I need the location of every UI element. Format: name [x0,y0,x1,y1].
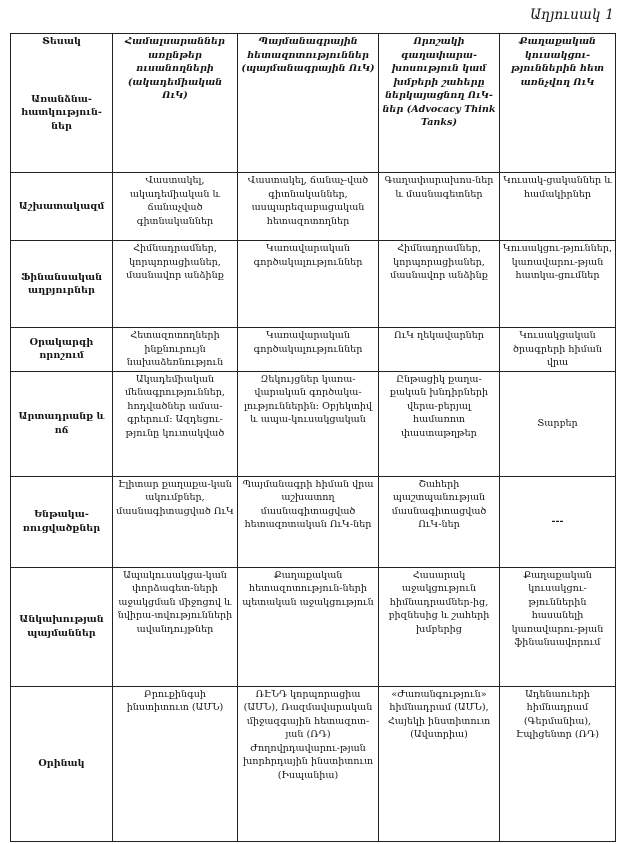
row-header: Ենթակա-ռուցվածքներ [11,476,113,567]
table-row [11,241,616,328]
table-cell: Շահերի պաշտպանության մասնագիտացված ՈւԿ-ներ [379,476,500,567]
table-cell: Կուսակ-ցականներ և համակիրներ [500,173,616,241]
table-cell: Էլիտար քաղաքա-կան ակումբներ, մասնագիտացված ՈւԿ [113,476,238,567]
header-row [11,34,616,173]
corner-cell [11,34,113,173]
table-cell: Հիմնադրամներ, կորպորացիաներ, մասնավոր անձինք [379,241,500,328]
table-cell: Կառավարական գործակալություններ [238,328,379,372]
table-cell: Զեկույցներ կառա-վարական գործակա-լություններին: Օբյեկտիվ և ապա-կուսակցական [238,371,379,476]
table-cell: Կուսակցու-թյուններ, կառավարու-թյան հատկա-ցումներ [500,241,616,328]
table-cell: Հետազոտողների ինքնուրույն նախաձեռնություն [113,328,238,372]
column-header: Համալսարաններ առընթեր ուսանողների (ակադեմիական ՈւԿ) [113,34,238,173]
table-cell: Քաղաքական կուսակցու-թյուններին հասանելի կառավարու-թյան ֆինանսավորում [500,567,616,686]
table-cell: --- [500,476,616,567]
row-header: Աշխատակազմ [11,173,113,241]
table-cell: Պայմանագրի հիման վրա աշխատող մասնագիտացված հետազոտական ՈւԿ-ներ [238,476,379,567]
table-cell: Ապակուսակցա-կան փորձագետ-ների աջակցման միջոցով և նվիրա-տվությունների ավանդույթներ [113,567,238,686]
table-cell: Գաղափարախոս-ներ և մասնագետներ [379,173,500,241]
table-cell: Ընթացիկ քաղա-քական խնդիրների վերա-բերյալ համառոտ փաստաթղթեր [379,371,500,476]
table-row [11,173,616,241]
corner-features-label: Առանձնա-հատկություն-ներ [21,93,102,132]
table-cell: Քաղաքական հետազոտություն-ների պետական աջակցություն [238,567,379,686]
row-header: Արտադրանք և ոճ [11,371,113,476]
row-header: Ֆինանսական աղբյուրներ [11,241,113,328]
comparison-table [10,33,616,842]
table-cell: Հասարակ աջակցություն հիմնադրամներ-ից, բիզնեսից և շահերի խմբերից [379,567,500,686]
table-cell: Հիմնադրամներ, կորպորացիաներ, մասնավոր անձինք [113,241,238,328]
table-row [11,328,616,372]
column-header: Քաղաքական կուսակցու-թյուններին հետ առնչվող ՈւԿ [500,34,616,173]
table-cell: «Ժառանգություն» հիմնադրամ (ԱՄՆ), Հայեկի ինստիտուտ (Ավստրիա) [379,686,500,841]
row-header: Օրակարգի որոշում [11,328,113,372]
table-cell: Ադենաուերի հիմնադրամ (Գերմանիա), Էպիցենտր (ՌԴ) [500,686,616,841]
table-row [11,567,616,686]
table-cell: Բրուքինգսի ինստիտուտ (ԱՄՆ) [113,686,238,841]
corner-type-label: Տեսակ [42,36,81,47]
table-cell: Վաստակել, ակադեմիական և ճանաչված գիտնականներ [113,173,238,241]
table-cell: Տարբեր [500,371,616,476]
table-row [11,686,616,841]
column-header: Որոշակի գաղափարա-խոսություն կամ խմբերի շահերը ներկայացնող ՈւԿ-ներ (Advocacy Think Tanks) [379,34,500,173]
column-header: Պայմանագրային հետազոտություններ (պայմանագրային ՈւԿ) [238,34,379,173]
row-header: Օրինակ [11,686,113,841]
table-cell: ՌԷՆԴ կորպորացիա (ԱՄՆ), Ռազմավարական միջազգային հետազոտ-յան (ՌԴ) Ժողովրդավարու-թյան խորհրդային ինստիտուտ (Իսպանիա) [238,686,379,841]
table-caption: Աղյուսակ 1 [530,7,614,23]
table-cell: Կառավարական գործակալություններ [238,241,379,328]
table-row [11,476,616,567]
table-cell: Կուսակցական ծրագրերի հիման վրա [500,328,616,372]
table-cell: Ակադեմիական մենագրություններ, հոդվածներ ամսա-գրերում: Ազդեցու-թյունը կուտակված [113,371,238,476]
row-header: Անկախության պայմաններ [11,567,113,686]
table-cell: ՈւԿ ղեկավարներ [379,328,500,372]
table-cell: Վաստակել, ճանաչ-ված գիտնականներ, ասպարեզաբացական հետազոտողներ [238,173,379,241]
table-row [11,371,616,476]
